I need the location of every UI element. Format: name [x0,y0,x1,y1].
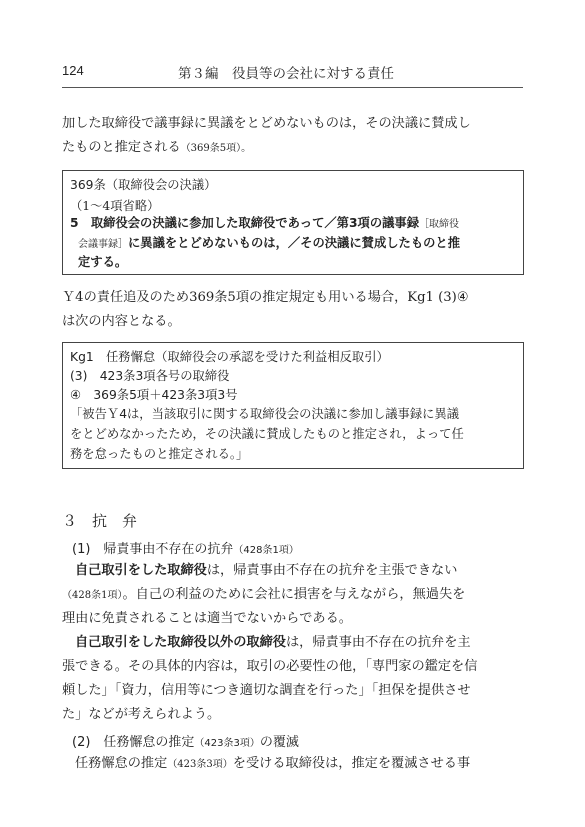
intro-ref: （369条5項）。 [180,143,252,154]
para4-line-1: 自己取引をした取締役以外の取締役は，帰責事由不存在の抗弁を主 [75,635,471,650]
para3-line-2: （428条1項）。自己の利益のために会社に損害を与えながら，無過失を [62,587,466,602]
box1-note-2: 会議事録］ [78,239,128,250]
box2-quote-1: 「被告Ｙ4は，当該取引に関する取締役会の決議に参加し議事録に異議 [70,407,460,421]
box1-note-1: ［取締役 [419,219,460,230]
page-number: 124 [62,63,84,78]
subsection-1-heading: (1) 帰責事由不存在の抗弁（428条1項） [72,542,299,557]
section-3-heading: ３ 抗 弁 [62,512,138,530]
intro-line-2: たものと推定される（369条5項）。 [62,140,252,155]
box2-title: Kg1 任務懈怠（取締役会の承認を受けた利益相反取引） [70,350,389,364]
box2-item-4: ④ 369条5項＋423条3項3号 [70,388,238,402]
subsection-2-heading: (2) 任務懈怠の推定（423条3項）の覆滅 [72,735,299,750]
box1-line-2: 会議事録］に異議をとどめないものは，／その決議に賛成したものと推 [78,236,461,250]
box2-quote-3: 務を怠ったものと推定される。」 [70,447,249,461]
running-header-title: 第３編 役員等の会社に対する責任 [178,66,394,82]
box1-title: 369条（取締役会の決議） [70,178,217,192]
subsection-1-ref: （428条1項） [233,545,299,556]
para4-line-2: 張できる。その具体的内容は，取引の必要性の他，「専門家の鑑定を信 [62,659,478,674]
box2-item-3: (3) 423条3項各号の取締役 [70,369,230,383]
para2-line-2: は次の内容となる。 [62,314,181,329]
para3-line-3: 理由に免責されることは適当でないからである。 [62,611,352,626]
box1-omitted: （1〜4項省略） [70,199,160,213]
para4-line-4: た」などが考えられよう。 [62,707,221,722]
intro-line-1: 加した取締役で議事録に異議をとどめないものは，その決議に賛成し [62,116,471,131]
box2-quote-2: をとどめなかったため，その決議に賛成したものと推定され，よって任 [70,427,464,441]
para5-line-1: 任務懈怠の推定（423条3項）を受ける取締役は，推定を覆滅させる事 [75,756,471,771]
para2-line-1: Ｙ4の責任追及のため369条5項の推定規定も用いる場合，Kg1 (3)④ [62,290,469,305]
para4-line-3: 頼した」「資力，信用等につき適切な調査を行った」「担保を提供させ [62,683,471,698]
box1-line-3: 定する。 [78,255,128,269]
header-rule [62,87,523,88]
subsection-2-ref: （423条3項） [194,738,260,749]
para3-line-1: 自己取引をした取締役は，帰責事由不存在の抗弁を主張できない [75,563,458,578]
box1-line-1: 5 取締役会の決議に参加した取締役であって／第3項の議事録［取締役 [70,216,460,230]
